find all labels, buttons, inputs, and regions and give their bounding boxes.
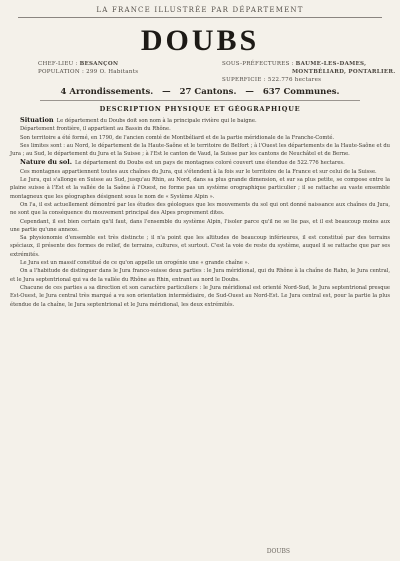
meta-value: BAUME-LES-DAMES,: [295, 61, 367, 67]
paragraph-text: Sa physionomie d'ensemble est très distincte ; il n'a point que les altitudes de beaucoup inférieures, il est constitué par des terrains spéciaux, il présente des formes de relief, de terrains, cultures, et surtout. C'est la voie de reste du système, auquel il se rattache que par ses extrémités.: [10, 235, 390, 258]
paragraph: [10, 201, 390, 218]
paragraph: [10, 176, 390, 201]
meta-right: [222, 60, 396, 84]
paragraph-text: Son territoire a été formé, en 1790, de l'ancien comté de Montbéliard et de la partie méridionale de la Franche-Comté.: [20, 134, 335, 141]
paragraph-text: Le Jura est un massif constitué de ce qu'on appelle un orogénie une « grande chaîne ».: [20, 260, 250, 267]
header-rule: [18, 17, 382, 18]
paragraph-text: On l'a, il est actuellement démontré par les études des géologues que les mouvements du sol qui ont donné naissance aux chaînes du Jura, ne sont que la conséquence du mouvement principal des Alpes proprement dites.: [10, 201, 390, 217]
paragraph: [10, 168, 390, 176]
paragraph: [10, 158, 390, 167]
meta-row: [38, 68, 198, 76]
administrative-divisions: [10, 87, 390, 97]
paragraph-text: Ces montagnes appartiennent toutes aux chaînes du Jura, qui s'étendent à la fois sur le territoire de la France et sur celui de la Suisse.: [20, 168, 377, 175]
meta-label: CHEF-LIEU :: [38, 61, 78, 67]
paragraph-text: Cependant, il est bien certain qu'il faut, dans l'ensemble du système Alpin, l'isoler parce qu'il ne se lie pas, et il est beaucoup moins aux une partie qu'une annexe.: [10, 218, 390, 233]
meta-row: [222, 60, 392, 68]
cantons-count: 27 Cantons.: [179, 87, 237, 97]
run-in-heading: Situation: [20, 116, 54, 124]
section-rule: [40, 100, 360, 101]
paragraph: [10, 134, 390, 142]
paragraph: [10, 125, 390, 133]
meta-label: SOUS-PRÉFECTURES :: [222, 61, 294, 67]
section-title: DESCRIPTION PHYSIQUE ET GÉOGRAPHIQUE: [99, 105, 301, 113]
paragraph-text: Le département du Doubs est un pays de montagnes coloré couvert une étendue de 522.776 hectares.: [74, 160, 345, 167]
communes-count: 637 Communes.: [262, 87, 340, 97]
paragraph: [10, 116, 390, 125]
divider: —: [245, 87, 254, 97]
paragraph-text: Département frontière, il appartient au Bassin du Rhône.: [20, 126, 171, 133]
paragraph: [10, 267, 390, 284]
paragraph-text: On a l'habitude de distinguer dans le Jura franco-suisse deux parties : le Jura méridional, qui du Rhône à la chaîne de Rahn, le Jura central, et le Jura septentrional qui va de la vallée du Rhône au Rhin, entrant au nord le Doubs.: [10, 268, 390, 283]
meta-row: [38, 60, 198, 68]
meta-label: POPULATION : 299 O. Habitants: [38, 69, 139, 75]
meta-row: [222, 68, 396, 76]
meta-left: [38, 60, 198, 76]
paragraph: [10, 259, 390, 267]
folio: DOUBS: [266, 548, 290, 555]
meta-value: MONTBÉLIARD, PONTARLIER.: [292, 69, 396, 75]
arrondissements-count: 4 Arrondissements.: [60, 87, 154, 97]
paragraph-text: Le département du Doubs doit son nom à la principale rivière qui le baigne.: [56, 118, 257, 124]
paragraph: [10, 234, 390, 259]
running-head: LA FRANCE ILLUSTRÉE PAR DÉPARTEMENT: [96, 6, 304, 14]
paragraph-text: Chacune de ces parties a sa direction et son caractère particuliers : le Jura méridional est orienté Nord-Sud, le Jura septentrional presque Est-Ouest, le Jura central très marqué a vu son orientation intermédiaire, de Sud-Ouest au Nord-Est. Le Jura central est, pour la partie la plus étendue de la chaîne, le Jura septentrional et le Jura méridional, les deux extrémités.: [10, 284, 390, 308]
divider: —: [162, 87, 171, 97]
meta-row: [222, 76, 392, 84]
paragraph: [10, 142, 390, 159]
department-meta: [10, 60, 396, 86]
page-title: DOUBS: [140, 24, 260, 57]
run-in-heading: Nature du sol.: [20, 158, 72, 167]
paragraph-text: Le Jura, qui s'allonge en Suisse au Sud, jusqu'au Rhin, au Nord, dans sa plus grande dimension, et sur sa plus petite, se compose entre la plaine suisse à l'Est et la vallée de la Saône à l'Ouest, ne forme pas un système orographique particulier ; il se rattache au vaste ensemble montagneux que les géographes désignent sous le nom de « Système Alpin ».: [10, 177, 390, 200]
body-text: [10, 116, 390, 309]
meta-label: SUPERFICIE : 522.776 hectares: [222, 77, 322, 83]
paragraph: [10, 284, 390, 309]
paragraph-text: Ses limites sont : au Nord, le département de la Haute-Saône et le territoire de Belfort ; à l'Ouest les départements de la Haute-Saône et du Jura ; au Sud, le département du Jura et la Suisse ; à l'Est le canton de Vaud, la Suisse par les cantons de Neuchâtel et de Berne.: [10, 142, 390, 158]
meta-value: BESANÇON: [79, 61, 119, 67]
paragraph: [10, 218, 390, 235]
